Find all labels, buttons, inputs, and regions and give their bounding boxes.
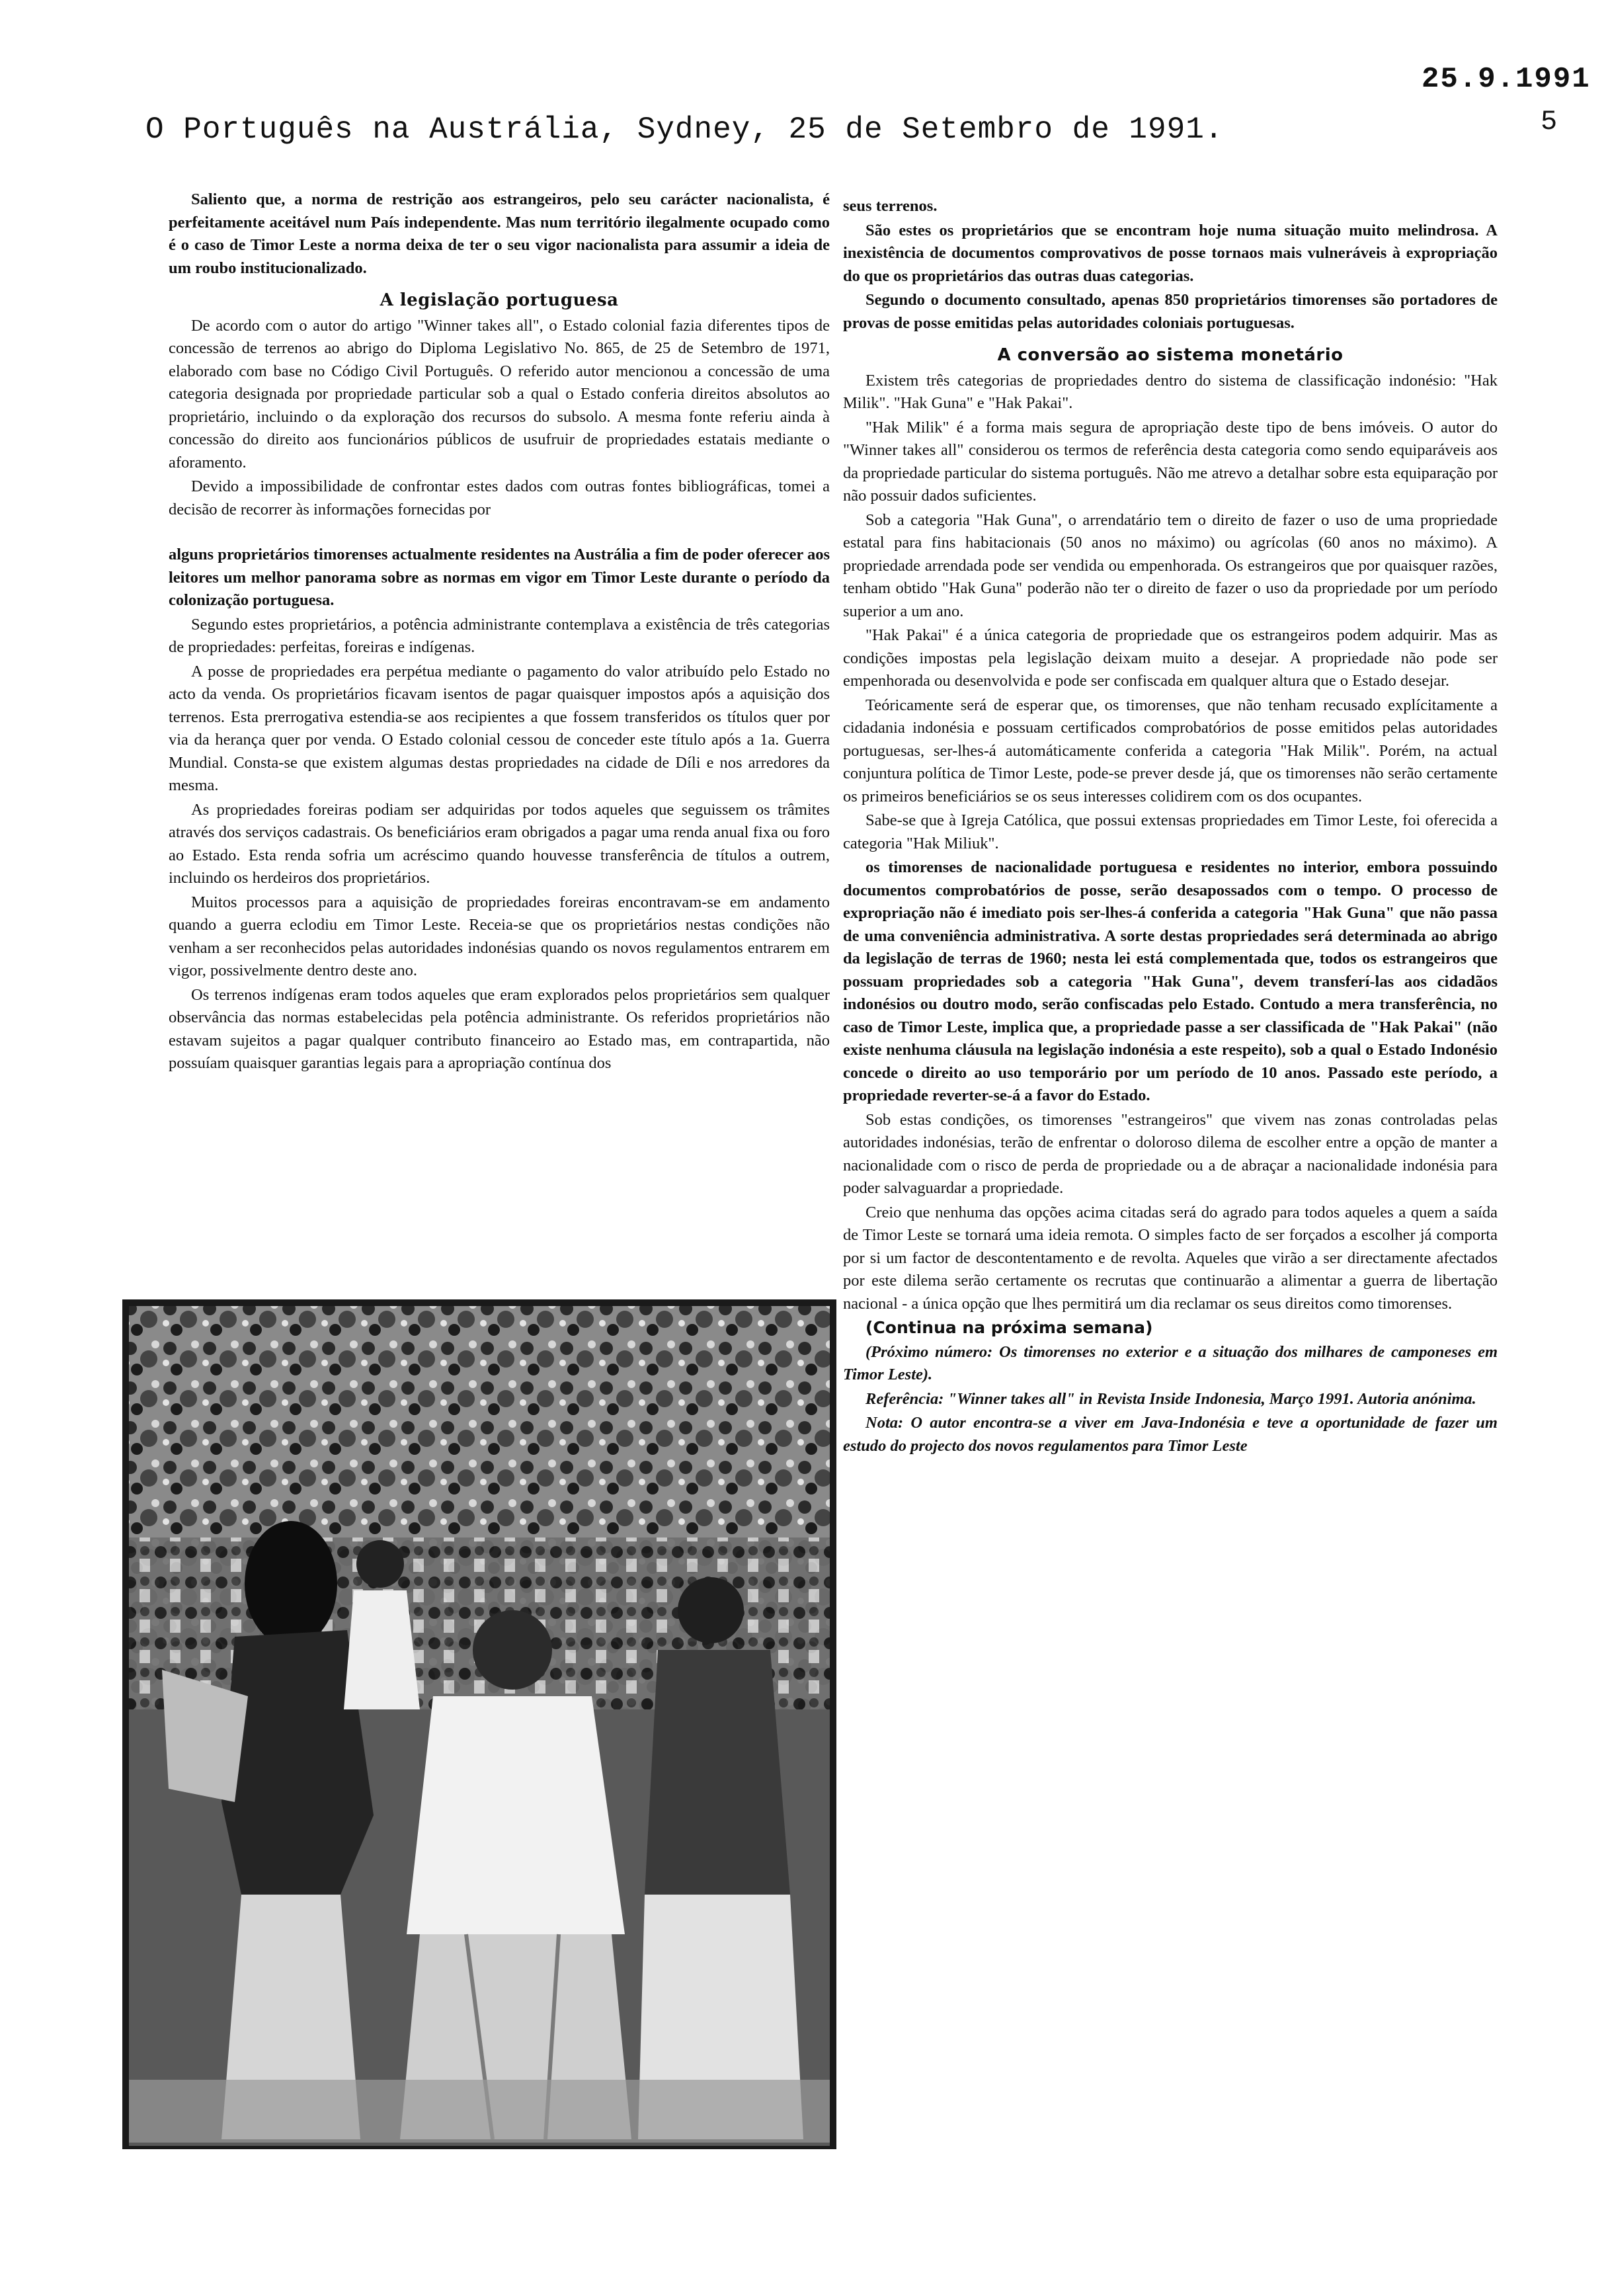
paragraph: alguns proprietários timorenses actualmente residentes na Austrália a fim de poder oferecer aos leitores um melhor panorama sobre as normas em vigor em Timor Leste durante o período da colonização portuguesa.: [169, 546, 830, 609]
continued-notice: (Continua na próxima semana): [865, 1318, 1153, 1337]
paragraph: seus terrenos.: [843, 197, 938, 215]
paragraph: "Hak Pakai" é a única categoria de propriedade que os estrangeiros podem adquirir. Mas as condições impostas pela legislação deixam muito a desejar. A propriedade não pode ser empenhorada ou desenvolvida e pode ser confiscada em qualquer altura que o Estado desejar.: [843, 626, 1498, 690]
paragraph: De acordo com o autor do artigo "Winner takes all", o Estado colonial fazia diferentes tipos de concessão de terrenos ao abrigo do Diploma Legislativo No. 865, de 25 de Setembro de 1971, elaborado com base no Código Civil Português. O referido autor mencionou a concessão de uma categoria designada por propriedade particular sob a qual o Estado conferia direitos absolutos ao proprietário, incluindo o da exploração dos recursos do subsolo. A mesma fonte referiu ainda à concessão do direito aos funcionários públicos de usufruir de propriedades estatais mediante o aforamento.: [169, 316, 830, 472]
next-issue-note: (Próximo número: Os timorenses no exterior e a situação dos milhares de camponeses em Timor Leste).: [843, 1342, 1498, 1383]
archive-date-stamp: 25.9.1991: [1422, 63, 1591, 96]
reference-note: Referência: "Winner takes all" in Revista Inside Indonesia, Março 1991. Autoria anónima.: [865, 1389, 1476, 1408]
page-number: 5: [1541, 106, 1558, 138]
paragraph: Saliento que, a norma de restrição aos estrangeiros, pelo seu carácter nacionalista, é perfeitamente aceitável num País independente. Mas num território ilegalmente ocupado como é o caso de Timor Leste a norma deixa de ter o seu vigor nacionalista para assumir a ideia de um roubo institucionalizado.: [169, 190, 830, 277]
paragraph: Muitos processos para a aquisição de propriedades foreiras encontravam-se em andamento quando a guerra eclodiu em Timor Leste. Receia-se que os proprietários nestas condições não venham a ser reconhecidos pelas autoridades indonésias quando os novos regulamentos entrarem em vigor, possivelmente dentro deste ano.: [169, 893, 830, 979]
paragraph: Segundo estes proprietários, a potência administrante contemplava a existência de três categorias de propriedades: perfeitas, foreiras e indígenas.: [169, 615, 830, 656]
paragraph: Sob a categoria "Hak Guna", o arrendatário tem o direito de fazer o uso de uma propriedade estatal para fins habitacionais (50 anos no máximo) ou agrícolas (60 anos no máximo). A propriedade arrendada pode ser vendida ou empenhorada. Os estrangeiros que por quaisquer razões, tenham obtido "Hak Guna" poderão não ter o direito de fazer o uso da propriedade por um período superior a um ano.: [843, 511, 1498, 620]
section-heading-legislacao: A legislação portuguesa: [380, 290, 619, 310]
section-heading-conversao: A conversão ao sistema monetário: [997, 345, 1344, 365]
paragraph: Segundo o documento consultado, apenas 850 proprietários timorenses são portadores de provas de posse emitidas pelas autoridades coloniais portuguesas.: [843, 291, 1498, 332]
paragraph: Devido a impossibilidade de confrontar estes dados com outras fontes bibliográficas, tomei a decisão de recorrer às informações fornecidas por: [169, 477, 830, 518]
paragraph: Sob estas condições, os timorenses "estrangeiros" que vivem nas zonas controladas pelas autoridades indonésias, terão de enfrentar o doloroso dilema de escolher entre a opção de manter a nacionalidade com o risco de perda de propriedade ou a de abraçar a nacionalidade indonésia para poder salvaguardar a propriedade.: [843, 1110, 1498, 1197]
news-photograph: [122, 1299, 836, 2149]
author-note: Nota: O autor encontra-se a viver em Java-Indonésia e teve a oportunidade de fazer um estudo do projecto dos novos regulamentos para Timor Leste: [843, 1414, 1498, 1455]
paragraph: os timorenses de nacionalidade portuguesa e residentes no interior, embora possuindo documentos comprobatórios de posse, serão desapossados com o tempo. O processo de expropriação não é imediato pois ser-lhes-á conferida a categoria "Hak Guna" que não passa de uma conveniência administrativa. A sorte destas propriedades será determinada ao abrigo da legislação de terras de 1960; nesta lei está complementada que, todos os estrangeiros que possuam propriedades sob a categoria "Hak Guna", devem transferí-las aos cidadãos indonésios ou doutro modo, serão confiscadas pelo Estado. Contudo a mera transferência, no caso de Timor Leste, implica que, a propriedade passe a ser classificada de "Hak Pakai" (não existe nenhuma cláusula na legislação indonésia a este respeito), sob a qual o Estado Indonésio concede o direito ao uso temporário por um período de 10 anos. Passado este período, a propriedade reverter-se-á a favor do Estado.: [843, 858, 1498, 1104]
paragraph: Os terrenos indígenas eram todos aqueles que eram explorados pelos proprietários sem qualquer observância das normas estabelecidas pela potência administrante. Os referidos proprietários não estavam sujeitos a pagar qualquer contributo financeiro ao Estado mas, em contrapartida, não possuíam quaisquer garantias legais para a apropriação contínua dos: [169, 985, 830, 1072]
paragraph: "Hak Milik" é a forma mais segura de apropriação deste tipo de bens imóveis. O autor do "Winner takes all" considerou os termos de referência desta categoria como sendo equiparáveis aos da propriedade particular do sistema português. Não me atrevo a detalhar sobre esta equiparação por não possuir dados suficientes.: [843, 418, 1498, 505]
paragraph: Existem três categorias de propriedades dentro do sistema de classificação indonésio: "Hak Milik". "Hak Guna" e "Hak Pakai".: [843, 371, 1498, 412]
paragraph: São estes os proprietários que se encontram hoje numa situação muito melindrosa. A inexistência de documentos comprovativos de posse tornaos mais vulneráveis à expropriação do que os proprietários das outras duas categorias.: [843, 221, 1498, 285]
paragraph: Teóricamente será de esperar que, os timorenses, que não tenham recusado explícitamente a cidadania indonésia e possuam certificados comprobatórios de posse emitidos pelas autoridades portuguesas, ser-lhes-á automáticamente conferida a categoria "Hak Milik". Porém, na actual conjuntura política de Timor Leste, pode-se prever desde já, que os timorenses não serão certamente os primeiros beneficiários se os seus interesses colidirem com os dos ocupantes.: [843, 696, 1498, 805]
paragraph: Creio que nenhuma das opções acima citadas será do agrado para todos aqueles a quem a saída de Timor Leste se tornará uma ideia remota. O simples facto de ser forçados a escolher já comporta por si um factor de descontentamento e de revolta. Aqueles que virão a ser directamente afectados por este dilema serão certamente os recrutas que continuarão a alimentar a guerra de libertação nacional - a única opção que lhes permitirá um dia reclamar os seus direitos como timorenses.: [843, 1203, 1498, 1313]
left-column: [169, 188, 830, 1077]
newspaper-masthead: O Português na Austrália, Sydney, 25 de Setembro de 1991.: [145, 112, 1224, 147]
paragraph: As propriedades foreiras podiam ser adquiridas por todos aqueles que seguissem os trâmites através dos serviços cadastrais. Os beneficiários eram obrigados a pagar uma renda anual fixa ou foro ao Estado. Esta renda sofria um acréscimo quando houvesse transferência de títulos a outrem, incluindo os herdeiros dos proprietários.: [169, 800, 830, 887]
paragraph: A posse de propriedades era perpétua mediante o pagamento do valor atribuído pelo Estado no acto da venda. Os proprietários ficavam isentos de pagar quaisquer impostos após a aquisição dos terrenos. Esta prerrogativa estendia-se aos recipientes a que fossem transferidos os títulos quer por via da herança quer por venda. O Estado colonial cessou de conceder este título após a 1a. Guerra Mundial. Consta-se que existem algumas destas propriedades na cidade de Díli e nos arredores da mesma.: [169, 662, 830, 794]
right-column: [843, 195, 1498, 1459]
paragraph: Sabe-se que à Igreja Católica, que possui extensas propriedades em Timor Leste, foi oferecida a categoria "Hak Miliuk".: [843, 811, 1498, 852]
